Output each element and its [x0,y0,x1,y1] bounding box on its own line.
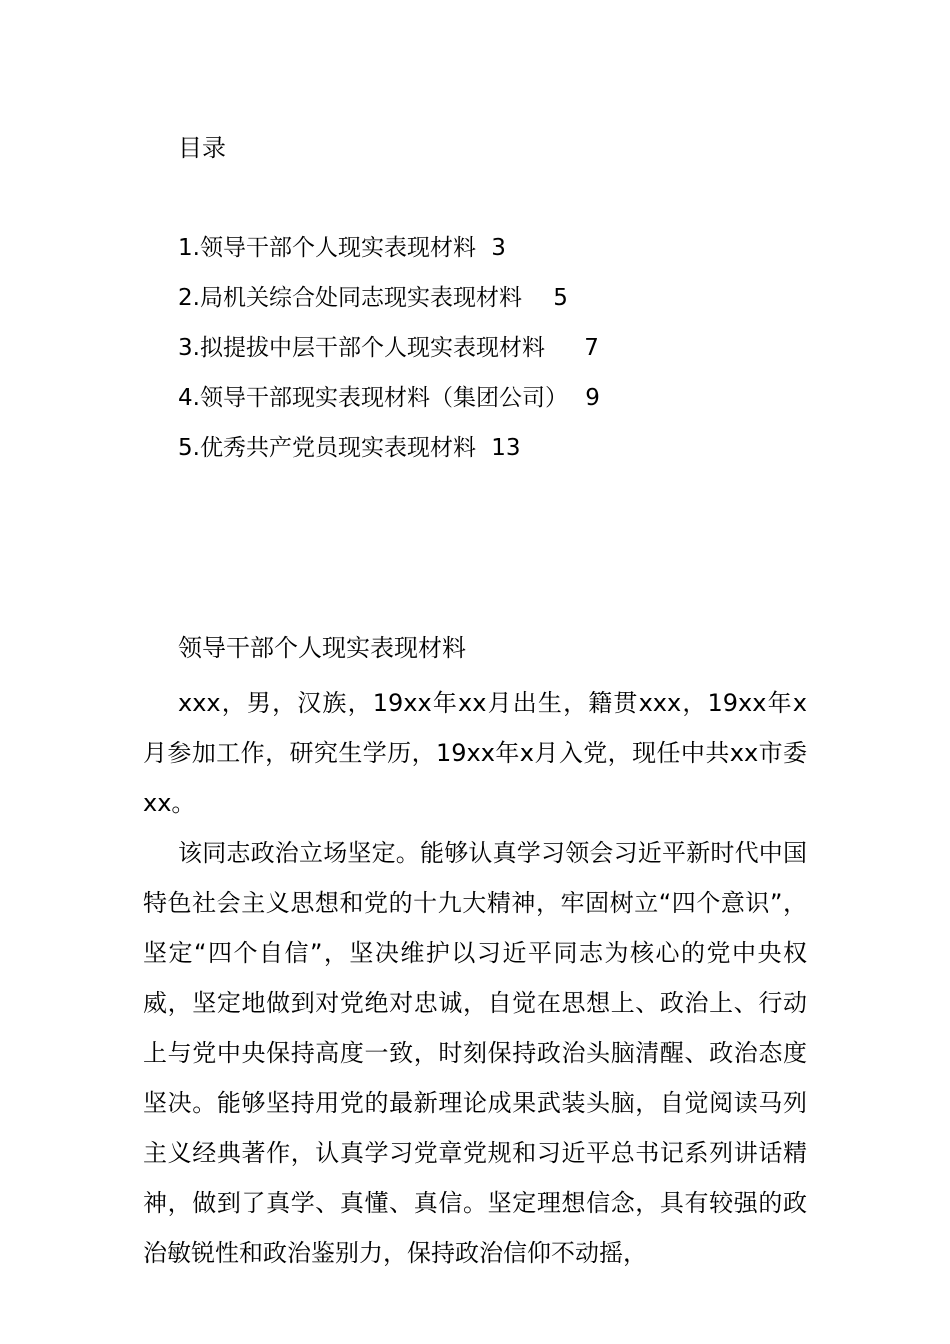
toc-item-1[interactable] [178,228,600,278]
toc-item-label: 2.局机关综合处同志现实表现材料 [178,285,522,311]
body-paragraph: xxx，男，汉族，19xx年xx月出生，籍贯xxx，19xx年x月参加工作，研究生学历，19xx年x月入党，现任中共xx市委xx。 [143,689,807,817]
body-paragraph: 该同志政治立场坚定。能够认真学习领会习近平新时代中国特色社会主义思想和党的十九大精神，牢固树立“四个意识”，坚定“四个自信”，坚决维护以习近平同志为核心的党中央权威，坚定地做到对党绝对忠诚，自觉在思想上、政治上、行动上与党中央保持高度一致，时刻保持政治头脑清醒、政治态度坚决。能够坚持用党的最新理论成果武装头脑，自觉阅读马列主义经典著作，认真学习党章党规和习近平总书记系列讲话精神，做到了真学、真懂、真信。坚定理想信念，具有较强的政治敏锐性和政治鉴别力，保持政治信仰不动摇， [143,839,807,1267]
toc-item-page: 5 [553,285,568,311]
toc-item-5[interactable] [178,428,600,478]
toc-item-page: 7 [584,335,599,361]
toc-item-label: 5.优秀共产党员现实表现材料 [178,435,476,461]
toc-item-page: 9 [585,385,600,411]
toc-item-3[interactable] [178,328,600,378]
toc-title: 目录 [178,134,226,162]
toc-item-2[interactable] [178,278,600,328]
toc-list [178,228,600,478]
toc-item-4[interactable] [178,378,600,428]
section-body [143,678,807,1278]
toc-item-page: 13 [491,435,521,461]
section-heading: 领导干部个人现实表现材料 [178,634,466,662]
toc-item-label: 4.领导干部现实表现材料（集团公司） [178,385,568,411]
toc-item-label: 1.领导干部个人现实表现材料 [178,235,476,261]
toc-item-page: 3 [491,235,506,261]
toc-item-label: 3.拟提拔中层干部个人现实表现材料 [178,335,545,361]
